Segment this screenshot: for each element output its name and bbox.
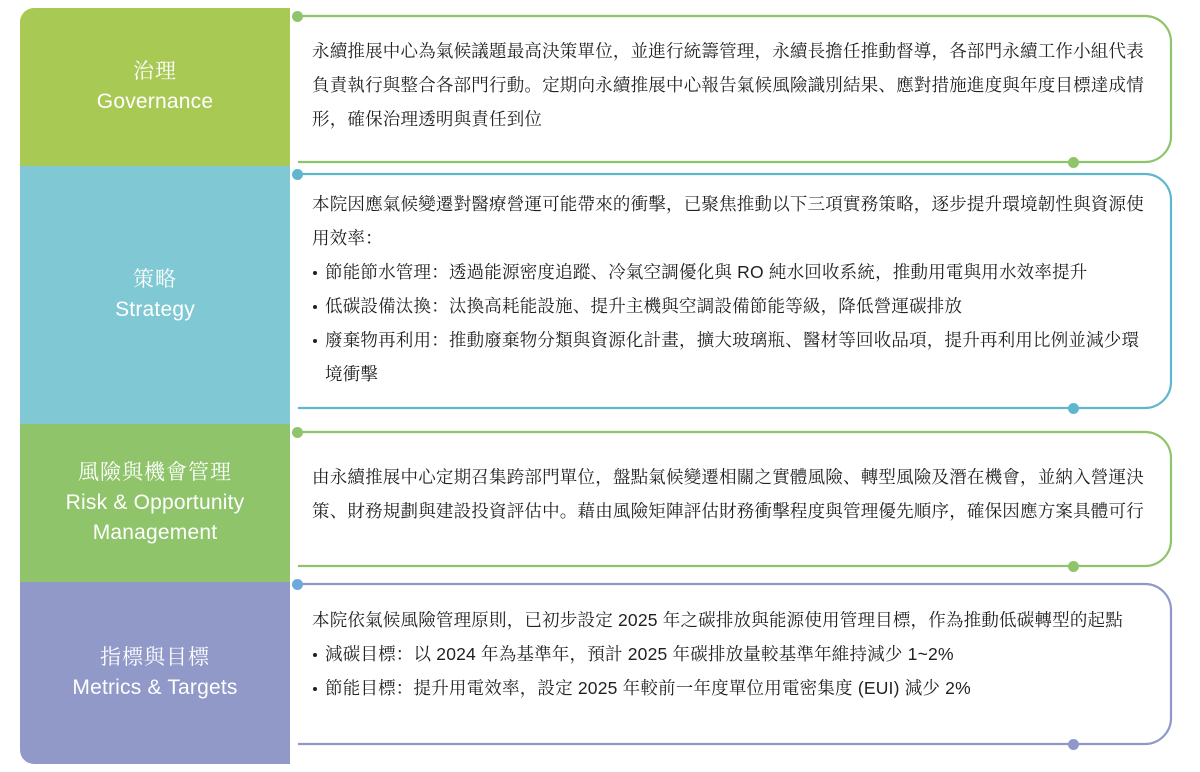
category-strategy-label-en: Strategy xyxy=(115,298,195,321)
content-risk-opportunity xyxy=(312,460,1156,528)
category-column xyxy=(20,8,290,764)
category-governance[interactable] xyxy=(20,8,290,166)
connector-dot-metrics-start xyxy=(292,579,303,590)
list-item: 廢棄物再利用：推動廢棄物分類與資源化計畫，擴大玻璃瓶、醫材等回收品項，提升再利用比例並減少環境衝擊 xyxy=(312,323,1156,391)
connector-dot-risk-start xyxy=(292,427,303,438)
content-metrics-bullets xyxy=(312,637,1156,705)
connector-dot-strategy-start xyxy=(292,169,303,180)
content-metrics-targets xyxy=(312,603,1156,705)
category-governance-label-en: Governance xyxy=(96,90,214,113)
category-strategy-label-zh: 策略 xyxy=(133,268,177,291)
connector-dot-risk-end xyxy=(1068,561,1079,572)
content-metrics-intro: 本院依氣候風險管理原則，已初步設定 2025 年之碳排放與能源使用管理目標，作為推動低碳轉型的起點 xyxy=(312,610,1123,630)
category-governance-label-zh: 治理 xyxy=(133,60,177,83)
category-metrics-targets[interactable] xyxy=(20,582,290,764)
connector-dot-governance-end xyxy=(1068,157,1079,168)
list-item: 減碳目標：以 2024 年為基準年，預計 2025 年碳排放量較基準年維持減少 1~2% xyxy=(312,637,1156,671)
list-item: 節能目標：提升用電效率，設定 2025 年較前一年度單位用電密集度 (EUI) 減少 2% xyxy=(312,671,1156,705)
category-risk-label-zh: 風險與機會管理 xyxy=(78,461,232,484)
category-risk-opportunity[interactable] xyxy=(20,424,290,582)
list-item: 低碳設備汰換：汰換高耗能設施、提升主機與空調設備節能等級，降低營運碳排放 xyxy=(312,289,1156,323)
category-strategy[interactable] xyxy=(20,166,290,424)
category-risk-label-en: Risk & Opportunity Management xyxy=(65,491,245,544)
content-governance xyxy=(312,34,1156,136)
content-governance-paragraph: 永續推展中心為氣候議題最高決策單位，並進行統籌管理，永續長擔任推動督導，各部門永續工作小組代表負責執行與整合各部門行動。定期向永續推展中心報告氣候風險識別結果、應對措施進度與年度目標達成情形，確保治理透明與責任到位 xyxy=(312,41,1144,129)
content-strategy-bullets xyxy=(312,255,1156,391)
category-metrics-label-en: Metrics & Targets xyxy=(72,676,238,699)
content-strategy-intro: 本院因應氣候變遷對醫療營運可能帶來的衝擊，已聚焦推動以下三項實務策略，逐步提升環境韌性與資源使用效率： xyxy=(312,194,1144,248)
content-strategy xyxy=(312,187,1156,391)
connector-dot-strategy-end xyxy=(1068,403,1079,414)
category-metrics-label-zh: 指標與目標 xyxy=(100,646,210,669)
content-risk-paragraph: 由永續推展中心定期召集跨部門單位，盤點氣候變遷相關之實體風險、轉型風險及潛在機會，並納入營運決策、財務規劃與建設投資評估中。藉由風險矩陣評估財務衝擊程度與管理優先順序，確保因應方案具體可行 xyxy=(312,467,1144,521)
connector-dot-governance-start xyxy=(292,11,303,22)
list-item: 節能節水管理：透過能源密度追蹤、冷氣空調優化與 RO 純水回收系統，推動用電與用水效率提升 xyxy=(312,255,1156,289)
connector-dot-metrics-end xyxy=(1068,739,1079,750)
